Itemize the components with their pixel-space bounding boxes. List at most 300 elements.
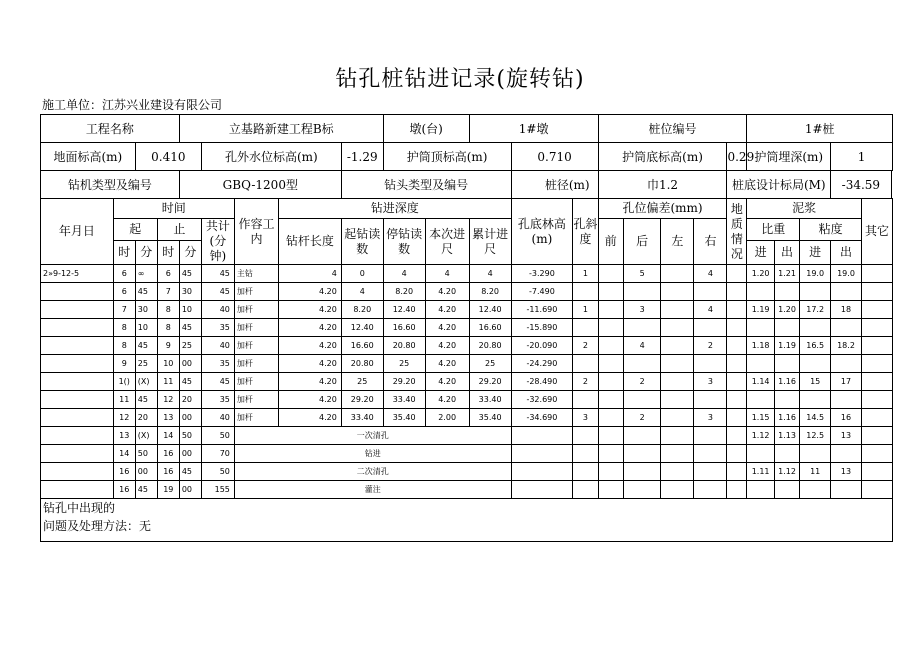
table-cell: 19.0 <box>831 265 862 283</box>
table-cell <box>661 319 694 337</box>
table-cell <box>727 409 747 427</box>
table-cell: 1.15 <box>747 409 775 427</box>
table-cell: 7 <box>113 301 135 319</box>
label-pile-no: 桩位编号 <box>598 115 747 143</box>
table-cell <box>727 463 747 481</box>
table-cell <box>598 481 623 499</box>
table-cell <box>41 481 114 499</box>
table-cell: 19 <box>157 481 179 499</box>
table-cell: 13 <box>157 409 179 427</box>
table-row <box>41 337 893 355</box>
table-cell: 4.20 <box>425 337 469 355</box>
table-cell <box>800 481 831 499</box>
table-cell <box>727 301 747 319</box>
table-cell: 2 <box>623 409 660 427</box>
table-cell <box>598 355 623 373</box>
table-cell <box>41 391 114 409</box>
table-cell: 1.13 <box>774 427 799 445</box>
table-cell <box>623 355 660 373</box>
table-cell <box>41 319 114 337</box>
table-row <box>41 463 893 481</box>
label-pile-diameter: 桩径(m) <box>511 171 598 199</box>
table-cell <box>747 283 775 301</box>
table-cell <box>747 355 775 373</box>
table-cell <box>694 391 727 409</box>
table-cell: 14 <box>157 427 179 445</box>
table-cell: 1 <box>573 301 598 319</box>
table-cell <box>598 301 623 319</box>
header-gravity-out: 出 <box>774 241 799 265</box>
table-cell: -20.090 <box>511 337 573 355</box>
table-cell: 16.60 <box>469 319 511 337</box>
table-cell: 155 <box>201 481 234 499</box>
table-cell: 35 <box>201 391 234 409</box>
table-cell: 2 <box>694 337 727 355</box>
table-cell <box>747 391 775 409</box>
table-cell: 40 <box>201 301 234 319</box>
table-cell <box>661 481 694 499</box>
table-cell: 16.5 <box>800 337 831 355</box>
table-cell <box>661 427 694 445</box>
label-rig-type: 钻机类型及编号 <box>41 171 180 199</box>
table-cell <box>831 355 862 373</box>
table-cell <box>727 445 747 463</box>
table-cell: 4.20 <box>278 337 341 355</box>
table-cell: 35.40 <box>383 409 425 427</box>
label-ground-elev: 地面标高(m) <box>41 143 136 171</box>
table-cell: 29.20 <box>341 391 383 409</box>
table-cell <box>747 445 775 463</box>
table-cell: 45 <box>179 265 201 283</box>
header-row-1 <box>41 199 893 219</box>
table-cell: 20 <box>179 391 201 409</box>
table-cell: 4.20 <box>425 391 469 409</box>
table-row <box>41 283 893 301</box>
table-cell: 45 <box>179 373 201 391</box>
table-cell <box>747 481 775 499</box>
table-cell: 2 <box>573 373 598 391</box>
table-cell: ∞ <box>135 265 157 283</box>
header-inclination: 孔斜度 <box>573 199 598 265</box>
table-cell <box>511 481 573 499</box>
table-cell: 33.40 <box>341 409 383 427</box>
table-cell: 25 <box>341 373 383 391</box>
table-cell: -7.490 <box>511 283 573 301</box>
table-row <box>41 391 893 409</box>
table-cell <box>41 427 114 445</box>
table-cell <box>41 283 114 301</box>
table-cell <box>727 373 747 391</box>
table-cell <box>727 319 747 337</box>
table-cell: 1 <box>573 265 598 283</box>
table-cell <box>598 427 623 445</box>
header-stop-minute: 分 <box>179 241 201 265</box>
table-cell <box>727 427 747 445</box>
table-cell <box>598 445 623 463</box>
header-total: 共计(分钟) <box>201 219 234 265</box>
header-rod-length: 钻杆长度 <box>278 219 341 265</box>
table-cell: 一次清孔 <box>234 427 511 445</box>
table-cell: 4 <box>341 283 383 301</box>
table-cell <box>661 355 694 373</box>
table-cell: 1.20 <box>774 301 799 319</box>
table-cell <box>661 265 694 283</box>
table-cell: 加杆 <box>234 283 278 301</box>
footer-line-2: 问题及处理方法：无 <box>43 519 152 533</box>
table-cell <box>623 427 660 445</box>
table-cell <box>573 445 598 463</box>
table-cell: 6 <box>113 265 135 283</box>
table-cell <box>861 481 892 499</box>
table-cell: 12.40 <box>469 301 511 319</box>
table-cell <box>573 319 598 337</box>
value-casing-bottom: 0.29 <box>727 143 747 171</box>
header-row-2 <box>41 219 893 241</box>
info-row-rig <box>41 171 893 199</box>
table-row <box>41 481 893 499</box>
table-cell: 12.40 <box>383 301 425 319</box>
table-cell: 1.12 <box>747 427 775 445</box>
table-cell: 33.40 <box>469 391 511 409</box>
table-cell: 45 <box>135 391 157 409</box>
table-cell: 1.14 <box>747 373 775 391</box>
table-row <box>41 427 893 445</box>
table-cell <box>511 427 573 445</box>
table-cell: 4 <box>469 265 511 283</box>
table-cell: 14.5 <box>800 409 831 427</box>
table-cell: 加杆 <box>234 391 278 409</box>
table-cell <box>661 283 694 301</box>
table-cell <box>831 391 862 409</box>
table-cell: 45 <box>179 463 201 481</box>
table-cell: 29.20 <box>383 373 425 391</box>
table-cell: 二次清孔 <box>234 463 511 481</box>
page-title: 钻孔桩钻进记录(旋转钻) <box>335 67 585 92</box>
table-cell <box>861 427 892 445</box>
table-cell: 10 <box>135 319 157 337</box>
table-cell: 00 <box>179 409 201 427</box>
table-cell: (X) <box>135 427 157 445</box>
table-cell: 4 <box>623 337 660 355</box>
table-cell: 20.80 <box>341 355 383 373</box>
table-cell <box>661 373 694 391</box>
table-cell: 1.19 <box>747 301 775 319</box>
header-stop: 止 <box>157 219 201 241</box>
table-cell: 2 <box>623 373 660 391</box>
table-cell <box>598 409 623 427</box>
table-cell: 8 <box>157 301 179 319</box>
header-geology: 地质情况 <box>727 199 747 265</box>
table-cell: 10 <box>157 355 179 373</box>
table-cell: 45 <box>201 265 234 283</box>
header-viscosity: 粘度 <box>800 219 862 241</box>
header-mud: 泥浆 <box>747 199 862 219</box>
table-cell: 4.20 <box>278 373 341 391</box>
table-cell <box>573 391 598 409</box>
table-cell <box>774 481 799 499</box>
table-cell <box>800 355 831 373</box>
table-cell: 8.20 <box>383 283 425 301</box>
table-cell <box>623 391 660 409</box>
header-work: 作容工内 <box>234 199 278 265</box>
table-cell <box>598 463 623 481</box>
table-cell: 4 <box>383 265 425 283</box>
header-stop-reading: 停钻读数 <box>383 219 425 265</box>
table-cell: 加杆 <box>234 337 278 355</box>
table-cell: 8.20 <box>469 283 511 301</box>
table-cell: 13 <box>831 463 862 481</box>
table-cell: 50 <box>201 463 234 481</box>
table-cell: 4.20 <box>425 355 469 373</box>
table-cell: 1.19 <box>774 337 799 355</box>
header-back: 后 <box>623 219 660 265</box>
table-cell <box>694 319 727 337</box>
table-cell: 25 <box>469 355 511 373</box>
table-cell: 00 <box>179 355 201 373</box>
table-cell: 35.40 <box>469 409 511 427</box>
table-cell: 钻进 <box>234 445 511 463</box>
table-cell: 45 <box>135 337 157 355</box>
header-viscosity-out: 出 <box>831 241 862 265</box>
value-rig-type: GBQ-1200型 <box>179 171 341 199</box>
table-cell: -34.690 <box>511 409 573 427</box>
table-cell: -3.290 <box>511 265 573 283</box>
table-cell: 16.60 <box>383 319 425 337</box>
header-this-run: 本次进尺 <box>425 219 469 265</box>
table-cell <box>623 481 660 499</box>
table-cell <box>727 265 747 283</box>
table-cell: 25 <box>135 355 157 373</box>
record-rows <box>41 265 893 499</box>
table-cell <box>598 265 623 283</box>
table-cell <box>661 445 694 463</box>
table-cell: 0 <box>341 265 383 283</box>
table-cell <box>831 445 862 463</box>
table-cell <box>774 391 799 409</box>
header-left: 左 <box>661 219 694 265</box>
table-cell <box>598 283 623 301</box>
table-cell: 3 <box>694 373 727 391</box>
table-cell: 11 <box>157 373 179 391</box>
table-cell: 8 <box>113 319 135 337</box>
table-cell: 1() <box>113 373 135 391</box>
header-gravity: 比重 <box>747 219 800 241</box>
table-cell <box>573 283 598 301</box>
table-cell <box>727 283 747 301</box>
table-cell: 3 <box>623 301 660 319</box>
table-cell <box>573 427 598 445</box>
header-start-minute: 分 <box>135 241 157 265</box>
table-cell: 5 <box>623 265 660 283</box>
table-cell <box>774 355 799 373</box>
table-cell <box>623 283 660 301</box>
table-cell <box>573 355 598 373</box>
table-cell: 1.16 <box>774 409 799 427</box>
value-design-bottom: -34.59 <box>831 171 892 199</box>
table-cell: 33.40 <box>383 391 425 409</box>
table-cell: 45 <box>201 373 234 391</box>
table-cell <box>774 445 799 463</box>
table-cell: 3 <box>694 409 727 427</box>
table-cell: 50 <box>201 427 234 445</box>
header-bottom-elev: 孔底林高(m) <box>511 199 573 265</box>
table-cell <box>41 445 114 463</box>
table-cell: 1.20 <box>747 265 775 283</box>
table-cell: 4.20 <box>278 319 341 337</box>
table-cell <box>861 355 892 373</box>
table-cell: 12 <box>113 409 135 427</box>
table-cell: 4.20 <box>425 373 469 391</box>
table-cell: 灌注 <box>234 481 511 499</box>
table-cell: -28.490 <box>511 373 573 391</box>
value-pile-diameter: 巾1.2 <box>598 171 727 199</box>
table-cell: 50 <box>179 427 201 445</box>
table-cell: 10 <box>179 301 201 319</box>
table-cell: 8.20 <box>341 301 383 319</box>
value-casing-depth: 1 <box>831 143 893 171</box>
table-cell: 13 <box>113 427 135 445</box>
footer-row <box>41 499 893 542</box>
label-casing-top: 护筒顶标高(m) <box>383 143 511 171</box>
table-cell <box>41 337 114 355</box>
table-cell: 4.20 <box>425 283 469 301</box>
table-cell: 45 <box>201 283 234 301</box>
table-cell: 20.80 <box>383 337 425 355</box>
table-cell: 00 <box>179 445 201 463</box>
table-cell <box>727 391 747 409</box>
table-cell <box>694 463 727 481</box>
table-cell <box>800 391 831 409</box>
table-cell: -15.890 <box>511 319 573 337</box>
table-cell: 8 <box>113 337 135 355</box>
label-bit-type: 钻头类型及编号 <box>341 171 511 199</box>
table-cell <box>800 319 831 337</box>
table-cell <box>661 409 694 427</box>
header-right: 右 <box>694 219 727 265</box>
table-cell <box>694 283 727 301</box>
header-depth: 钻进深度 <box>278 199 511 219</box>
table-cell: -11.690 <box>511 301 573 319</box>
table-cell: 4 <box>694 265 727 283</box>
table-cell: 1.12 <box>774 463 799 481</box>
table-row <box>41 409 893 427</box>
header-deviation: 孔位偏差(mm) <box>598 199 727 219</box>
table-cell: 11 <box>113 391 135 409</box>
table-cell: 18 <box>831 301 862 319</box>
table-cell: 20.80 <box>469 337 511 355</box>
table-row <box>41 355 893 373</box>
table-cell: 16 <box>157 463 179 481</box>
header-start-reading: 起钻读数 <box>341 219 383 265</box>
header-viscosity-in: 进 <box>800 241 831 265</box>
table-cell: 50 <box>135 445 157 463</box>
table-cell <box>41 355 114 373</box>
table-cell <box>694 481 727 499</box>
table-cell: 17.2 <box>800 301 831 319</box>
table-cell: 12.40 <box>341 319 383 337</box>
table-cell <box>727 481 747 499</box>
table-cell <box>573 481 598 499</box>
table-cell: 6 <box>157 265 179 283</box>
table-cell: 16 <box>113 481 135 499</box>
table-cell: -24.290 <box>511 355 573 373</box>
table-cell <box>861 373 892 391</box>
table-cell: 15 <box>800 373 831 391</box>
table-cell <box>598 337 623 355</box>
value-ground-elev: 0.410 <box>135 143 201 171</box>
table-cell: 2.00 <box>425 409 469 427</box>
label-casing-bottom: 护筒底标高(m) <box>598 143 727 171</box>
table-cell: 8 <box>157 319 179 337</box>
table-cell <box>573 463 598 481</box>
table-cell <box>598 319 623 337</box>
table-cell <box>800 283 831 301</box>
value-water-level: -1.29 <box>341 143 383 171</box>
table-row <box>41 445 893 463</box>
header-cumulative: 累计进尺 <box>469 219 511 265</box>
info-row-elevations <box>41 143 893 171</box>
table-cell: 6 <box>113 283 135 301</box>
table-cell: 40 <box>201 409 234 427</box>
table-cell <box>831 283 862 301</box>
table-cell: 45 <box>135 481 157 499</box>
table-cell: 35 <box>201 319 234 337</box>
table-cell <box>861 463 892 481</box>
header-start: 起 <box>113 219 157 241</box>
table-cell: 45 <box>135 283 157 301</box>
table-cell: 00 <box>179 481 201 499</box>
header-time: 时间 <box>113 199 234 219</box>
table-cell: 13 <box>831 427 862 445</box>
table-cell: 加杆 <box>234 373 278 391</box>
table-cell: 00 <box>135 463 157 481</box>
construction-unit: 施工单位：江苏兴业建设有限公司 <box>42 98 223 112</box>
footer-line-1: 钻孔中出现的 <box>43 501 116 515</box>
header-stop-hour: 时 <box>157 241 179 265</box>
table-cell: 35 <box>201 355 234 373</box>
table-cell <box>694 427 727 445</box>
table-cell <box>623 463 660 481</box>
table-cell: 4 <box>425 265 469 283</box>
table-cell: 25 <box>179 337 201 355</box>
value-pier: 1#墩 <box>469 115 598 143</box>
table-cell: 30 <box>179 283 201 301</box>
table-cell: 29.20 <box>469 373 511 391</box>
table-cell <box>41 463 114 481</box>
table-cell: 16 <box>157 445 179 463</box>
value-pile-no: 1#桩 <box>747 115 893 143</box>
table-cell: 7 <box>157 283 179 301</box>
table-cell <box>727 355 747 373</box>
header-other: 其它 <box>861 199 892 265</box>
table-cell <box>747 319 775 337</box>
table-cell <box>861 265 892 283</box>
table-cell: 16 <box>831 409 862 427</box>
table-cell <box>831 319 862 337</box>
value-casing-top: 0.710 <box>511 143 598 171</box>
table-cell: 4.20 <box>278 355 341 373</box>
table-cell: 加杆 <box>234 355 278 373</box>
table-cell <box>800 445 831 463</box>
label-pier: 墩(台) <box>383 115 469 143</box>
table-cell: 70 <box>201 445 234 463</box>
table-cell <box>623 445 660 463</box>
table-cell: 加杆 <box>234 319 278 337</box>
table-cell <box>41 409 114 427</box>
table-cell: 12.5 <box>800 427 831 445</box>
table-cell: 加杆 <box>234 301 278 319</box>
table-cell <box>861 445 892 463</box>
